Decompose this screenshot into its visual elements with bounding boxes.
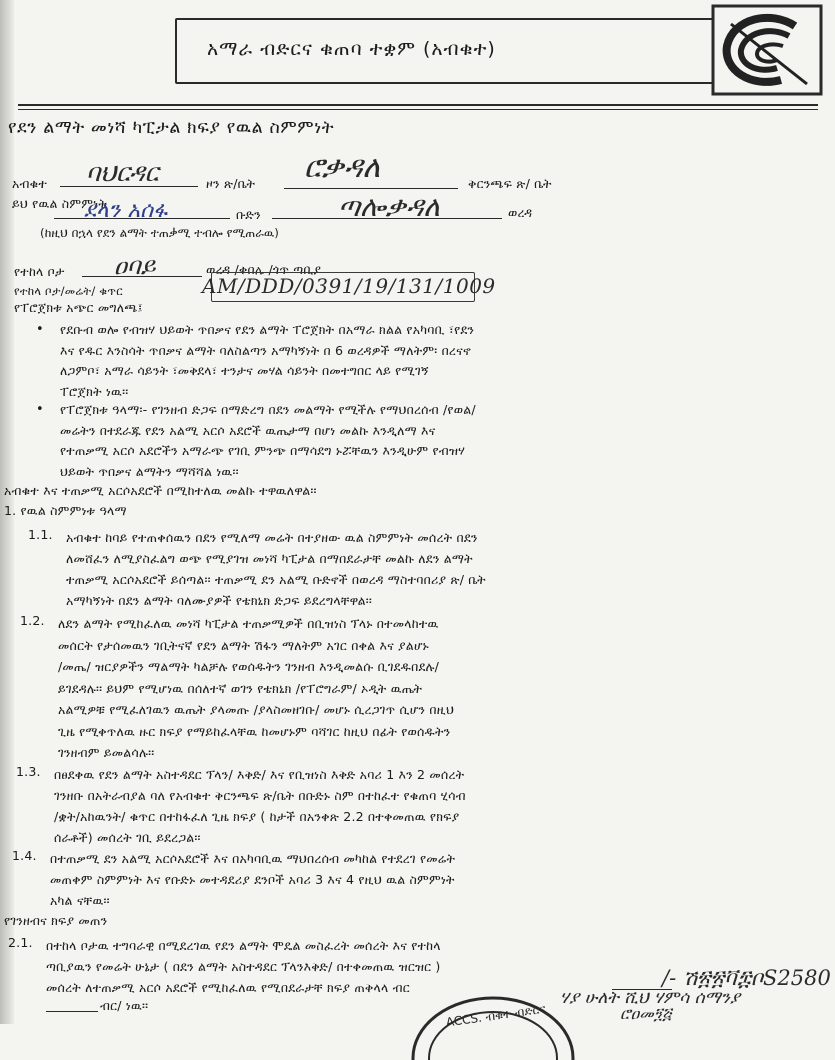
amount-words-blank (46, 1011, 98, 1012)
bullet-2: የፐሮጀክቱ ዓላማ፡- የገንዘብ ድጋፍ በማድረግ በደን መልማት የሚችሉ የማህበረሰብ /የወል/ መሬትን በተደራጁ የደን አልሚ አርሶ አደሮች ዉጤታማ በሆነ መልኩ እንዲለማ እና የተጠቃሚ አርሶ አደሮችን አማራጭ የገቢ ምንጭ በማሳደግ ኑሯቸዉን እንዲሁም የብዝሃ ህይወት ጥበቃና ልማትን ማሻሻል ነዉ፡፡ (60, 402, 476, 479)
clause-1-4: በተጠቃሚ ደን አልሚ አርሶአደሮች እና በአካባቢዉ ማህበረሰብ መካከል የተደረገ የመሬት መጠቀም ስምምነት እና የቡድኑ መተዳደሪያ ደንቦች አባሪ 3 እና 4 የዚህ ዉል ስምምነት አካል ናቸዉ፡፡ (50, 851, 456, 908)
woreda-label: ወረዳ (508, 205, 533, 220)
clause-1-2: ለደን ልማት የሚከፈለዉ መነሻ ካፒታል ተጠቃሚዎች በቢዝነስ ፕላኑ በተመላከተዉ መሰርት የታሰመዉን ገቢትናኛ የደን ልማት ሽፋን ማለትም አገር በቀል እና ያልሆኑ /መጤ/ ዝርያዎችን ማልማት ካልቻሉ የወሰዱትን ገንዘብ እንዲመልሱ ቢገደዱበደሉ/ ይገደዳሉ፡፡ ይህም የሚሆነዉ በሰለተኛ ወገን የቴክኒክ /የፐሮግራም/ ኦዲት ዉጤት አልሚዎቹ የሚፈለገዉን ዉጤት ያላመጡ /ያላስመዘገቡ/ መሆኑ ሲረጋገጥ ሲሆን በዚህ ጊዜ የሚቀጥለዉ ዙር ክፍያ የማይከፈላቸዉ ከመሆኑም ባሻገር ከዚህ በፊት የወሰዱትን ገንዘብም ይመልሳሉ፡፡ (58, 616, 455, 760)
project-intro-label: የፐሮጀክቱ አጭር መግለጫ፤ (14, 300, 143, 315)
abcti-value: ባህርዳር (86, 158, 159, 187)
code-label: የተከላ ቦታ/መሬት/ ቁጥር (14, 284, 123, 298)
bullet-1: የደቡብ ወሎ የብዝሃ ህይወት ጥበቃና የደን ልማት ፐሮጀክት በአማራ ክልል የአካባቢ ፣የደን እና የዱር እንስሳት ጥበቃና ልማት ባለስልጣን አማካኝነት በ 6 ወረዳዎች ማለትም፡ በረናኖ ለጋምቦ፣ አማራ ሳይንት ፣መቅደላ፣ ተንታና መሃል ሳይንት በመተግበር ላይ የሚገኝ ፐሮጀክት ነዉ፡፡ (60, 322, 475, 399)
group-value: ጣሎቃዳለ (338, 190, 440, 223)
abcti-label: አብቁተ (12, 176, 48, 191)
clause-2-1-number: 2.1. (8, 935, 33, 950)
logo-icon (711, 4, 823, 96)
branch-office-label: ቅርንጫፍ ጽ/ ቤት (468, 176, 552, 191)
code-value: AM/DDD/0391/19/131/1009 (202, 274, 496, 298)
section-2-heading: የገንዘብና ክፍያ መጠን (4, 913, 108, 928)
handwritten-initials: ሮዐመ፺፭ (620, 1004, 672, 1023)
seal-text: ACCS. ብቁተ ብድርና (444, 1001, 547, 1030)
official-seal (408, 980, 578, 1060)
site-value: ዐባይ (114, 252, 156, 280)
clause-1-1: አብቁተ ከባይ የተጠቀሰዉን በደን የሚለማ መሬት በተያዘው ዉል ስምምነት መሰረት በደን ለመሸፈን ለሚያስፈልግ ወጭ የሚያገዝ መነሻ ካፒታል በማበደራታቸ መልኩ ለደን ልማት ተጠቃሚ አርሶአደሮች ይሰጣል፡፡ ተጠቃሚ ደን አልሚ ቡድኖች በወረዳ ማስተባበሪያ ጽ/ ቤት አማካኝነት በደን ልማት ባለሙያዎች የቴክኒክ ድጋፍ ይደረግላቸዋል፡፡ (66, 530, 486, 608)
document-title: የደን ልማት መነሻ ካፒታል ክፍያ የዉል ስምምነት (8, 118, 335, 138)
site-label: የተከላ ቦታ (14, 264, 65, 279)
header-rule-thin (18, 109, 818, 110)
clause-1-3: በፀደቀዉ የደን ልማት አስተዳደር ፕላን/ እቅድ/ እና የቢዝነስ እቅድ አባሪ 1 እን 2 መሰረት ገንዘቡ በአትራብያል ባለ የአብቁተ ቅርንጫፍ ጽ/ቤት በቡድኑ ስም በተከፈተ የቁጠባ ሂሳብ /ቋት/አከዉንት/ ቁጥር በተከፋፈለ ጊዜ ክፍያ ( ከታች በአንቀጽ 2.2 በተቀመጠዉ የክፍያ ሰራቶች) መሰረት ገቢ ይደረጋል፡፡ (54, 767, 466, 845)
org-name: አማራ ብድርና ቁጠባ ተቋም (አብቁተ) (207, 38, 496, 60)
clause-2-1: በተከላ ቦታዉ ተግባራዊ በሚደረገዉ የደን ልማት ሞዴል መስፈረት መሰረት እና የተከላ ጣቢያዉን የመሬት ሁኔታ ( በደን ልማት አስተዳደር ፕላንእቅድ/ በተቀመጠዉ ዝርዝር ) መሰረት ለተጠቃሚ አርሶ አደሮች የሚከፈለዉ የሚበደራታቸ ክፍያ ጠቅላላ ብር (46, 938, 441, 995)
zone-value: ሮቃዳለ (304, 150, 381, 185)
zone-label: ዞን ጽ/ቤት (206, 176, 256, 191)
party-label: ይህ የዉል ስምምነት (12, 196, 107, 211)
section-1-heading: 1. የዉል ስምምነቱ ዓላማ (4, 503, 127, 518)
site-suffix: ወረዳ /ቀበሌ /ጎጥ ጣቢያ (206, 262, 322, 277)
header-rule (18, 104, 818, 106)
clause-1-4-number: 1.4. (12, 848, 37, 863)
clause-1-1-number: 1.1. (28, 527, 53, 542)
zone-blank (284, 188, 458, 189)
amount-words-suffix: ብር/ ነዉ፡፡ (100, 998, 149, 1013)
clause-1-3-number: 1.3. (16, 764, 41, 779)
amount-value: /- ሽ፳፳ቫ፰ቦS2580 (662, 966, 831, 990)
group-label: ቡድን (236, 207, 261, 222)
bullet-dot: • (36, 402, 44, 417)
handwritten-amount-words: ሃያ ሁለት ሺህ ሃምሳ ሰማንያ (560, 988, 741, 1008)
clause-1-2-number: 1.2. (20, 613, 45, 628)
party-value: ደላን አሰፋ (84, 198, 168, 223)
party-note: (ከዚህ በኋላ የደን ልማት ተጠቃሚ ተብሎ የሚጠራዉ) (40, 226, 279, 240)
agreement-intro: አብቁተ እና ተጠቃሚ አርሶአደሮች በሚከተለዉ መልኩ ተዋዉለዋል፡፡ (4, 483, 317, 498)
header-box (175, 18, 789, 84)
bullet-dot: • (36, 322, 44, 337)
